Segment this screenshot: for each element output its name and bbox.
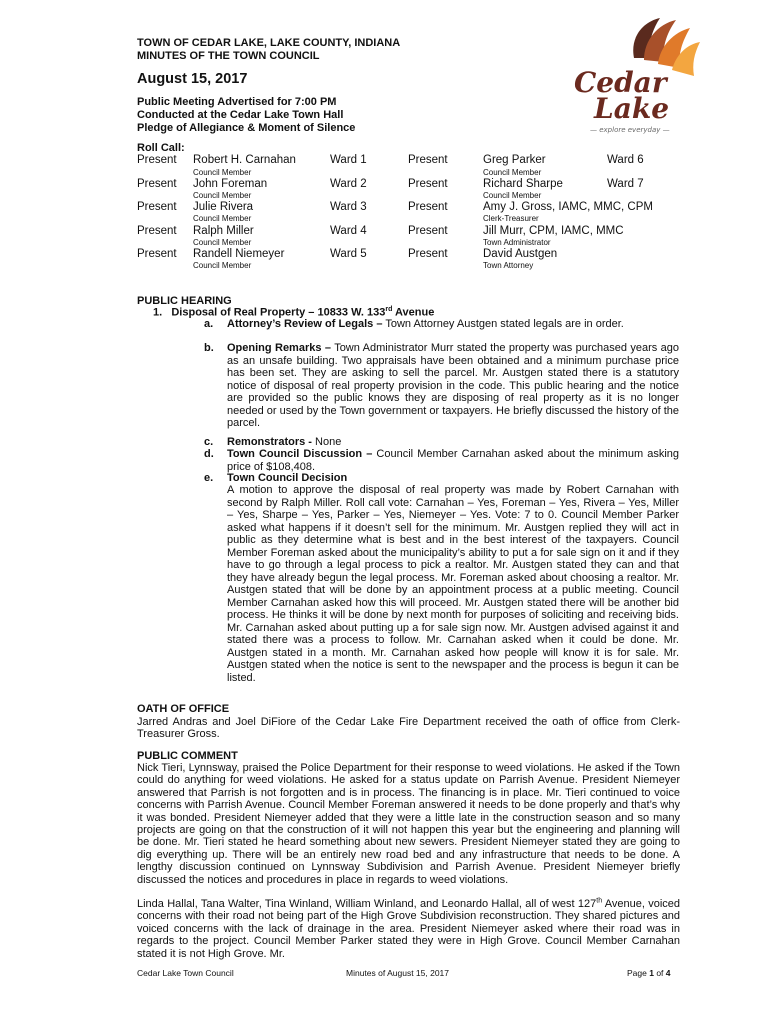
oath-heading: OATH OF OFFICE (137, 703, 230, 715)
member-ward: Ward 6 (607, 154, 644, 166)
header-town: TOWN OF CEDAR LAKE, LAKE COUNTY, INDIANA (137, 37, 401, 49)
member-ward: Ward 7 (607, 178, 644, 190)
attendance-status: Present (137, 178, 177, 190)
subitem-text: Council Member Carnahan asked about the minimum asking price of $108,408. (227, 448, 680, 473)
public-comment-heading: PUBLIC COMMENT (137, 750, 238, 762)
header-minutes: MINUTES OF THE TOWN COUNCIL (137, 50, 320, 62)
subitem-text: None (311, 436, 342, 448)
attendance-status: Present (408, 201, 448, 213)
subitem-letter: c. (204, 436, 214, 448)
member-name: Richard Sharpe (483, 178, 563, 190)
member-name: Julie Rivera (193, 201, 254, 213)
public-comment-para-1: Nick Tieri, Lynnsway, praised the Police Department for their response to weed violations. He asked if the Town could do anything for weed violations. He asked for a status update on Parrish Avenue. President Niemeyer answered that Parrish is not forgotten and is in process. The financing is in place. Mr. Tieri continued to voice concerns with Parrish Avenue. Council Member Foreman answered it needs to be done properly and that’s why it was bonded. President Niemeyer added that they were a little late in the construction season and so many projects are going on that the construction of it will not happen this year but the engineering and planning will be done. Mr. Tieri stated he heard something about new sewers. President Niemeyer stated they are going to dig everything up. There will be an entirely new road bed and any infrastructure that needs to be done. A lengthy discussion continued on Lynnsway Subdivision and Parrish Avenue. President Niemeyer briefly discussed the notices and procedures in place in regards to weed violations. (137, 762, 680, 886)
subitem-e (227, 472, 679, 485)
footer-page (627, 968, 671, 978)
item-title-sup: rd (385, 306, 393, 313)
meeting-advertised: Public Meeting Advertised for 7:00 PM (137, 96, 337, 108)
member-title: Council Member (193, 214, 252, 223)
subitem-lead: Town Council Discussion – (227, 448, 373, 460)
oath-text: Jarred Andras and Joel DiFiore of the Cedar Lake Fire Department received the oath of office from Clerk-Treasurer Gross. (137, 716, 680, 741)
member-title: Council Member (483, 191, 542, 200)
member-title: Council Member (193, 168, 252, 177)
subitem-a (227, 318, 679, 331)
member-ward: Ward 4 (330, 225, 367, 237)
subitem-lead: Opening Remarks – (227, 342, 331, 354)
subitem-lead: Town Council Decision (227, 472, 348, 484)
member-title: Council Member (193, 191, 252, 200)
subitem-c (227, 436, 679, 449)
attendance-status: Present (408, 154, 448, 166)
member-title: Council Member (483, 168, 542, 177)
meeting-location: Conducted at the Cedar Lake Town Hall (137, 109, 344, 121)
member-name: Randell Niemeyer (193, 248, 285, 260)
para-2-text: Linda Hallal, Tana Walter, Tina Winland, William Winland, and Leonardo Hallal, all of west 127 (137, 898, 597, 910)
logo-tagline: — explore everyday — (590, 126, 670, 134)
member-ward: Ward 1 (330, 154, 367, 166)
member-name: Greg Parker (483, 154, 546, 166)
page-label: Page (627, 968, 650, 978)
member-name: Jill Murr, CPM, IAMC, MMC (483, 225, 624, 237)
public-hearing-heading: PUBLIC HEARING (137, 295, 232, 307)
subitem-letter: d. (204, 448, 214, 460)
subitem-b (227, 342, 679, 430)
page-total: 4 (665, 968, 671, 978)
footer-left: Cedar Lake Town Council (137, 968, 234, 978)
subitem-lead: Remonstrators - (227, 436, 312, 448)
member-name: Amy J. Gross, IAMC, MMC, CPM (483, 201, 653, 213)
attendance-status: Present (408, 178, 448, 190)
member-title: Council Member (193, 238, 252, 247)
subitem-letter: e. (204, 472, 214, 484)
para-2-text-end: Avenue, voiced concerns with their road not being part of the High Grove Subdivision reconstruction. They shared pictures and voiced concerns with the lack of drainage in the area. President Niemeyer asked where their road was in regards to the project. Council Member Parker stated they were in High Grove. Council Member Carnahan stated it is not High Grove. Mr. (137, 898, 681, 960)
item-number: 1. (153, 306, 163, 319)
subitem-lead: Attorney’s Review of Legals – (227, 318, 383, 330)
member-ward: Ward 3 (330, 201, 367, 213)
item-title: Disposal of Real Property – 10833 W. 133 (171, 306, 386, 319)
subitem-letter: b. (204, 342, 214, 354)
para-2-sup: th (596, 897, 603, 905)
member-ward: Ward 5 (330, 248, 367, 260)
logo-word-lake: Lake (594, 92, 670, 125)
member-title: Town Administrator (483, 238, 551, 247)
member-name: John Foreman (193, 178, 268, 190)
item-title-end: Avenue (392, 306, 435, 319)
logo-word-cedar: Cedar (574, 66, 667, 99)
subitem-d (227, 448, 679, 473)
public-comment-para-2 (137, 898, 680, 960)
member-ward: Ward 2 (330, 178, 367, 190)
page-number: 1 (649, 968, 654, 978)
member-name: Robert H. Carnahan (193, 154, 296, 166)
attendance-status: Present (137, 225, 177, 237)
subitem-text: Town Attorney Austgen stated legals are in order. (382, 318, 624, 330)
member-title: Town Attorney (483, 261, 534, 270)
member-name: Ralph Miller (193, 225, 254, 237)
member-title: Council Member (193, 261, 252, 270)
footer-center: Minutes of August 15, 2017 (346, 968, 450, 978)
subitem-letter: a. (204, 318, 214, 330)
meeting-pledge: Pledge of Allegiance & Moment of Silence (137, 122, 356, 134)
attendance-status: Present (137, 201, 177, 213)
member-name: David Austgen (483, 248, 558, 260)
attendance-status: Present (408, 225, 448, 237)
attendance-status: Present (408, 248, 448, 260)
roll-call-label: Roll Call: (137, 142, 185, 154)
subitem-text: Town Administrator Murr stated the property was purchased years ago as an unsafe building. Two appraisals have been obtained and a minimum purchase price has been set. They are asking to sell the parcel. Mr. Austgen stated there is a statutory notice of disposal of real property provision in the code. This public hearing and the notice are provided so the public knows they are disposing of real property as it is no longer needed or used by the Town government or taxpayers. He briefly discussed the history of the parcel. (227, 342, 679, 429)
page-of: of (653, 968, 666, 978)
meeting-date: August 15, 2017 (137, 71, 248, 87)
attendance-status: Present (137, 248, 177, 260)
member-title: Clerk-Treasurer (483, 214, 539, 223)
attendance-status: Present (137, 154, 177, 166)
public-hearing-item (153, 306, 434, 319)
meeting-info (137, 96, 355, 135)
document-header (137, 37, 400, 63)
cedar-lake-logo (560, 14, 702, 136)
decision-text: A motion to approve the disposal of real property was made by Robert Carnahan with second by Ralph Miller. Roll call vote: Carnahan – Yes, Foreman – Yes, Rivera – Yes, Miller – Yes, Sharpe – Yes, Parker – Yes, Niemeyer – Yes. Vote: 7 to 0. Council Member Parker asked what happens if it doesn’t sell for the minimum. Mr. Austgen replied they will act in public as they determine what is best and in the best interest of the taxpayers. Council Member Foreman asked about the municipality’s ability to put a for sale sign on it and if they have to go through a legal process to pick a realtor. Mr. Austgen stated they can and that they have already begun the legal process. Mr. Foreman asked about choosing a realtor. Mr. Austgen stated that will be done by an appointment process at a public meeting. Council Member Carnahan asked how this will proceed. Mr. Austgen stated there will be another bid process. He thinks it will be done by next month for purposes of soliciting and receiving bids. Mr. Carnahan asked about putting up a for sale sign now. Mr. Austgen advised against it and stated there was a process to follow. Mr. Carnahan asked when it could be done. Mr. Austgen stated in a month. Mr. Carnahan asked how people will know it is for sale. Mr. Austgen stated when the notice is sent to the newspaper and the process is begun it can be listed. (227, 484, 679, 684)
